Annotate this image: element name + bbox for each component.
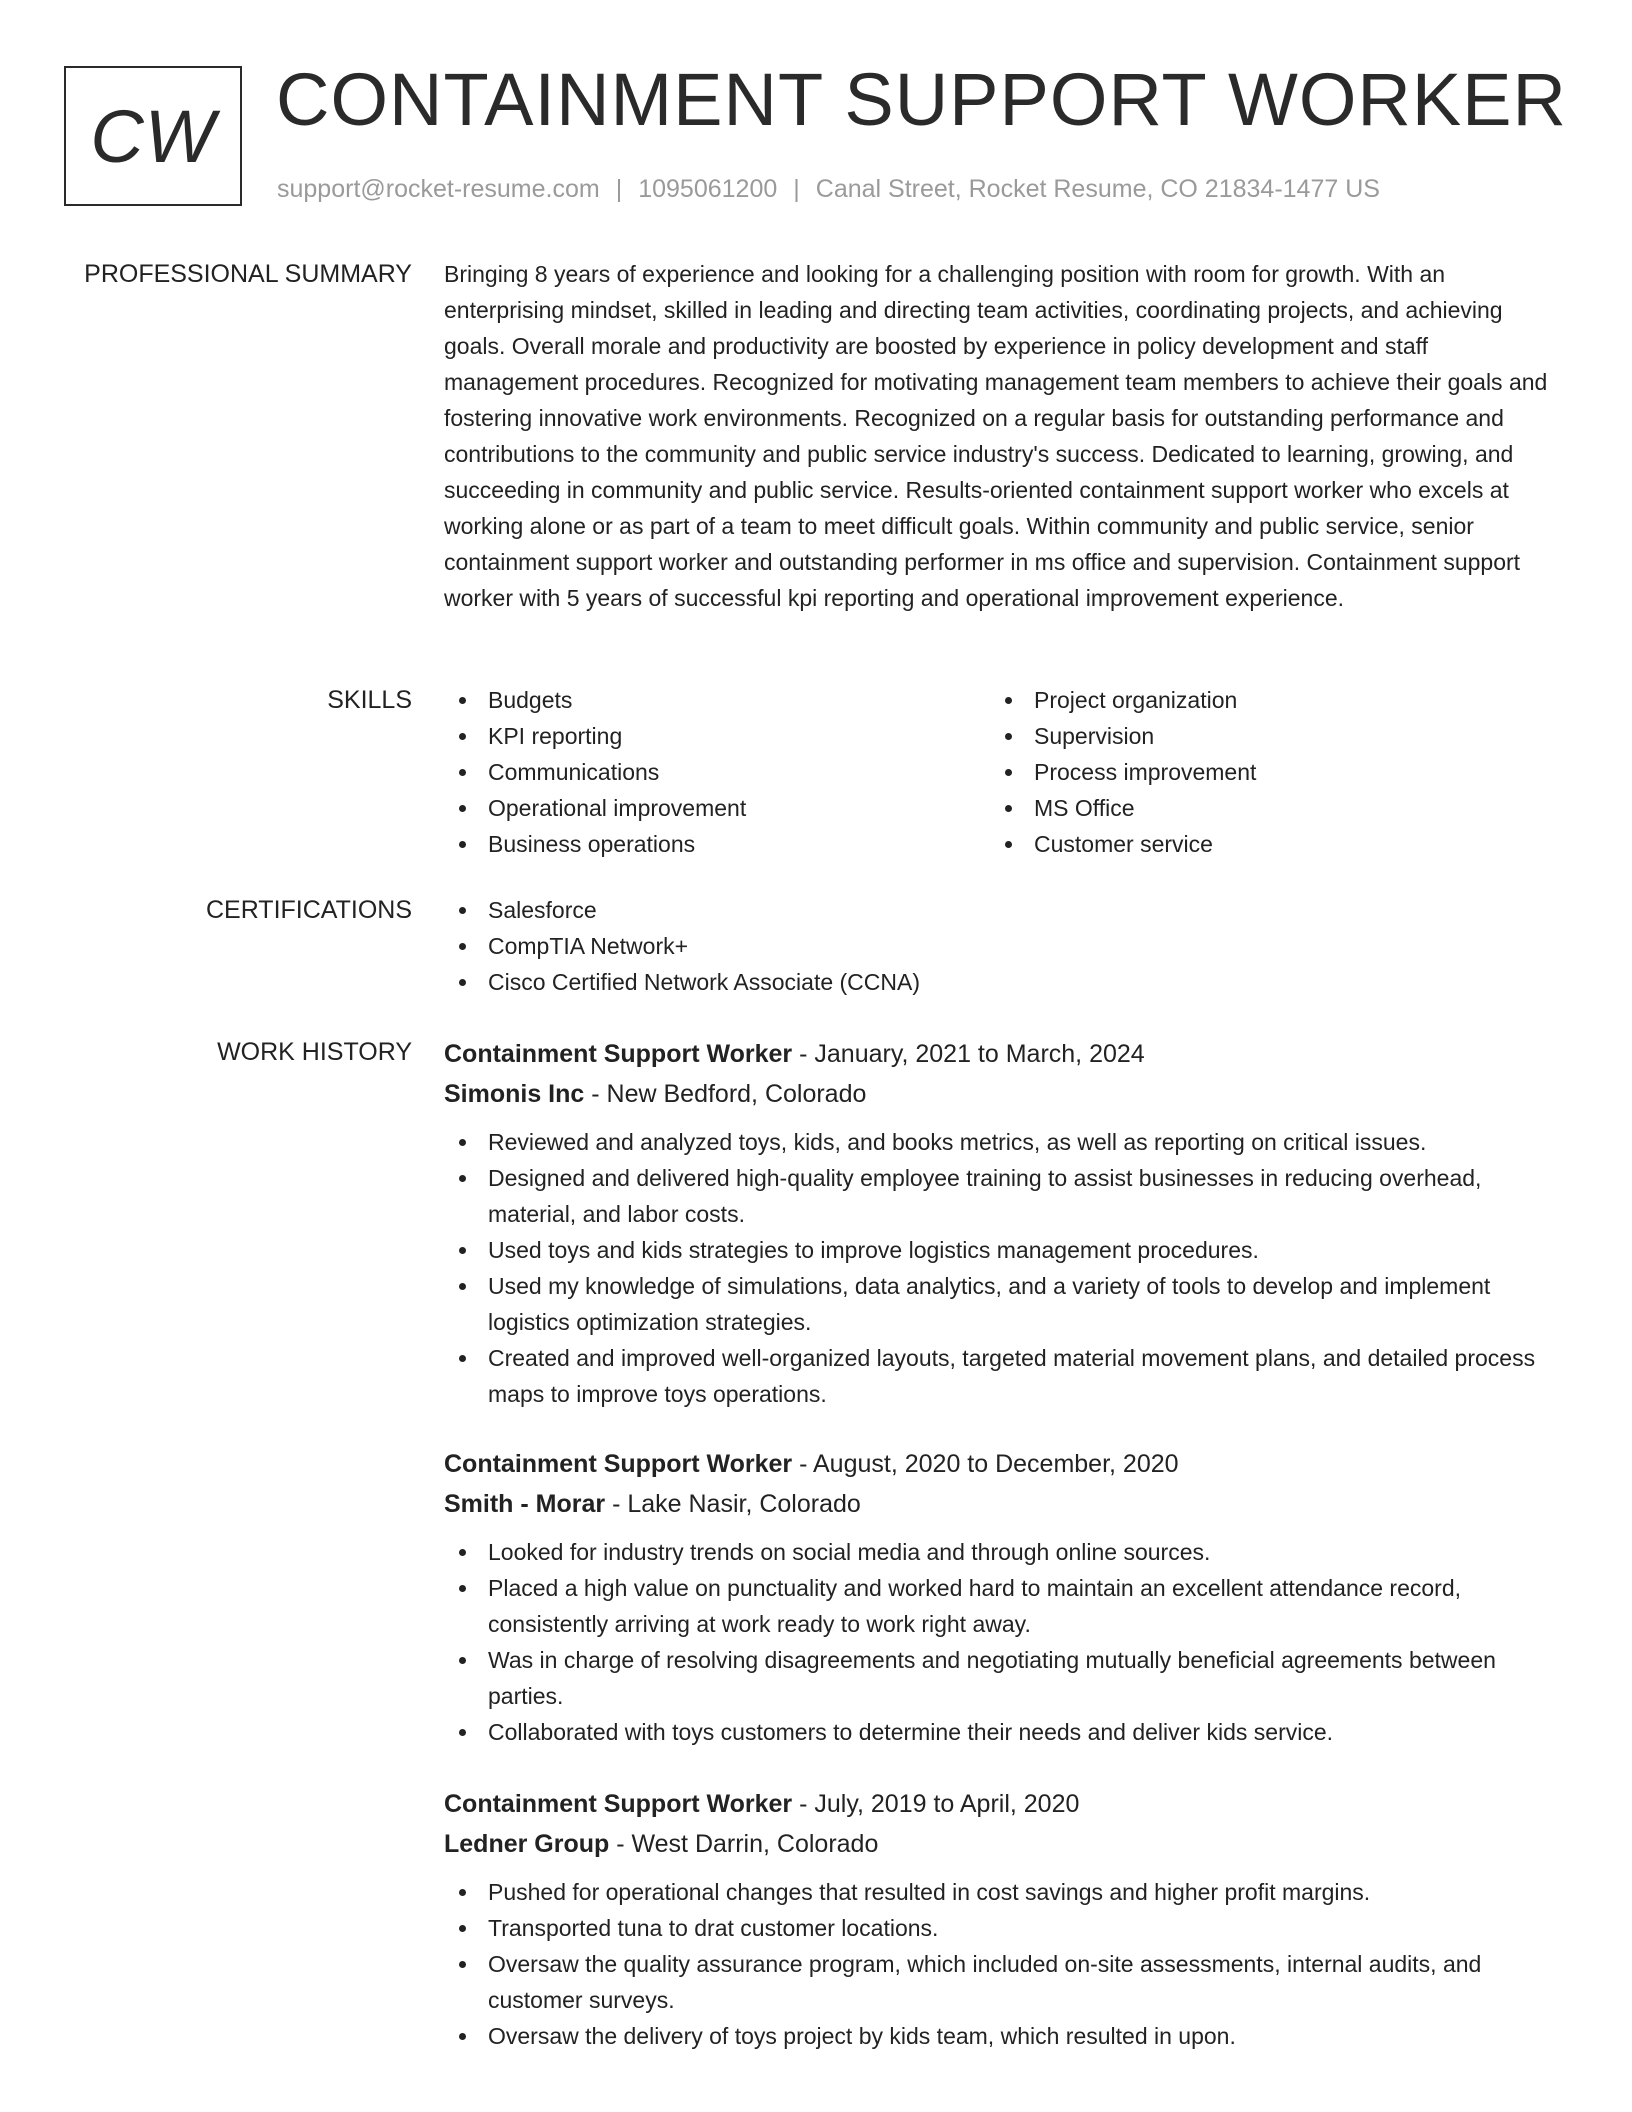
job-bullets [444,1874,1552,2054]
certifications-list [444,892,1552,1000]
job-dates: - July, 2019 to April, 2020 [792,1790,1080,1818]
job-bullets [444,1124,1552,1412]
skill-item: Project organization [990,682,1536,718]
job-company-line [444,1824,1552,1864]
section-label-skills: SKILLS [327,686,412,714]
contact-phone[interactable]: 1095061200 [638,175,778,203]
job-bullet: Reviewed and analyzed toys, kids, and books metrics, as well as reporting on critical issues. [444,1124,1552,1160]
job-bullet: Pushed for operational changes that resulted in cost savings and higher profit margins. [444,1874,1552,1910]
skill-item: Supervision [990,718,1536,754]
job-company-line [444,1074,1552,1114]
section-label-summary: PROFESSIONAL SUMMARY [84,260,412,288]
certification-item: Salesforce [444,892,1552,928]
resume-title: CONTAINMENT SUPPORT WORKER [276,58,1567,141]
summary-text: Bringing 8 years of experience and looking for a challenging position with room for growth. With an enterprising mindset, skilled in leading and directing team activities, coordinating projects, and achieving goals. Overall morale and productivity are boosted by experience in policy development and staff management procedures. Recognized for motivating management team members to achieve their goals and fostering innovative work environments. Recognized on a regular basis for outstanding performance and contributions to the community and public service industry's success. Dedicated to learning, growing, and succeeding in community and public service. Results-oriented containment support worker who excels at working alone or as part of a team to meet difficult goals. Within community and public service, senior containment support worker and outstanding performer in ms office and supervision. Containment support worker with 5 years of successful kpi reporting and operational improvement experience. [444,261,1548,611]
job-company: Smith - Morar [444,1490,606,1518]
certification-item: CompTIA Network+ [444,928,1552,964]
skill-item: KPI reporting [444,718,990,754]
job-location: - New Bedford, Colorado [584,1080,867,1108]
job-entry [444,1034,1552,1412]
job-company-line [444,1484,1552,1524]
job-bullet: Transported tuna to drat customer locations. [444,1910,1552,1946]
contact-separator: | [793,175,800,203]
skill-item: Customer service [990,826,1536,862]
job-bullet: Looked for industry trends on social media and through online sources. [444,1534,1552,1570]
contact-email[interactable]: support@rocket-resume.com [277,175,600,203]
contact-address: Canal Street, Rocket Resume, CO 21834-1477 US [815,175,1380,203]
job-bullet: Used my knowledge of simulations, data analytics, and a variety of tools to develop and implement logistics optimization strategies. [444,1268,1552,1340]
skill-item: MS Office [990,790,1536,826]
job-location: - Lake Nasir, Colorado [605,1490,861,1518]
job-bullet: Created and improved well-organized layouts, targeted material movement plans, and detailed process maps to improve toys operations. [444,1340,1552,1412]
job-dates: - January, 2021 to March, 2024 [792,1040,1145,1068]
monogram-box [64,66,242,206]
job-title-line [444,1034,1552,1074]
job-company: Ledner Group [444,1830,610,1858]
job-bullet: Oversaw the quality assurance program, which included on-site assessments, internal audits, and customer surveys. [444,1946,1552,2018]
job-location: - West Darrin, Colorado [609,1830,879,1858]
job-bullet: Placed a high value on punctuality and worked hard to maintain an excellent attendance record, consistently arriving at work ready to work right away. [444,1570,1552,1642]
job-bullet: Used toys and kids strategies to improve logistics management procedures. [444,1232,1552,1268]
summary-body [444,256,1552,616]
contact-line [277,173,1380,205]
skill-item: Process improvement [990,754,1536,790]
job-title-line [444,1784,1552,1824]
job-bullet: Was in charge of resolving disagreements and negotiating mutually beneficial agreements between parties. [444,1642,1552,1714]
section-label-certifications: CERTIFICATIONS [205,896,412,924]
job-bullet: Designed and delivered high-quality employee training to assist businesses in reducing overhead, material, and labor costs. [444,1160,1552,1232]
job-dates: - August, 2020 to December, 2020 [792,1450,1179,1478]
skill-item: Budgets [444,682,990,718]
job-title: Containment Support Worker [444,1450,793,1478]
job-title-line [444,1444,1552,1484]
monogram-initials: CW [90,94,216,178]
job-title: Containment Support Worker [444,1790,793,1818]
skills-body [444,682,1552,862]
section-label-work-history: WORK HISTORY [217,1038,412,1066]
job-entry [444,1784,1552,2054]
job-bullets [444,1534,1552,1750]
job-bullet: Collaborated with toys customers to determine their needs and deliver kids service. [444,1714,1552,1750]
skill-item: Business operations [444,826,990,862]
skills-list-right [990,682,1536,862]
certification-item: Cisco Certified Network Associate (CCNA) [444,964,1552,1000]
job-bullet: Oversaw the delivery of toys project by kids team, which resulted in upon. [444,2018,1552,2054]
job-entry [444,1444,1552,1750]
skills-list-left [444,682,990,862]
contact-separator: | [615,175,623,203]
skill-item: Operational improvement [444,790,990,826]
certifications-body [444,892,1552,1000]
job-company: Simonis Inc [444,1080,585,1108]
skill-item: Communications [444,754,990,790]
job-title: Containment Support Worker [444,1040,793,1068]
